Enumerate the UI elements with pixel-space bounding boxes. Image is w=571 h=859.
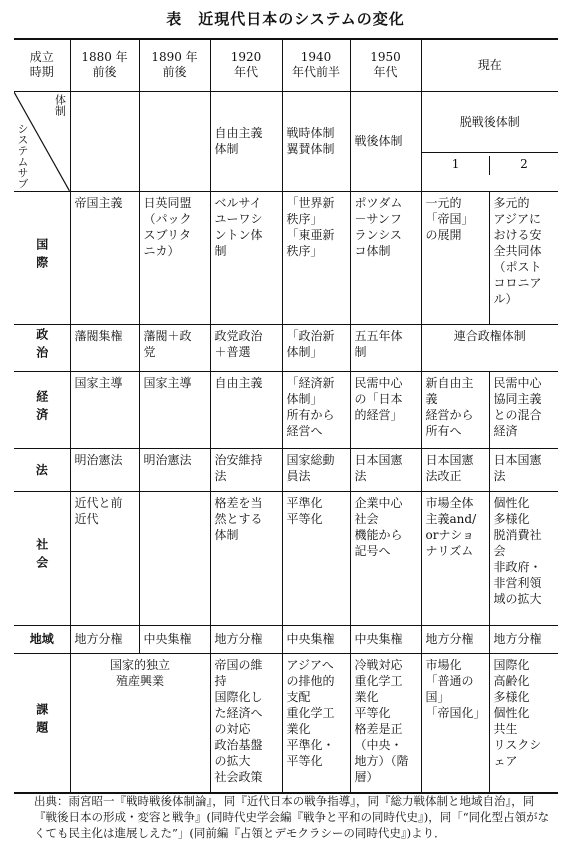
table-cell: 「世界新 秩序」 「東亜新 秩序」 — [282, 191, 350, 324]
system-cell-1880 — [70, 91, 139, 191]
row-label-law: 法 — [14, 448, 70, 491]
header-period-1940: 1940 年代前半 — [282, 39, 350, 91]
system-cell-1920: 自由主義 体制 — [210, 91, 282, 191]
row-international — [14, 191, 558, 324]
table-cell: 藩閥＋政 党 — [139, 324, 210, 371]
header-period-current: 現在 — [421, 39, 558, 91]
table-cell: 地方分権 — [70, 625, 139, 653]
header-period-1950: 1950 年代 — [350, 39, 421, 91]
table-cell: アジアへ の排他的 支配 重化学工 業化 平準化・ 平等化 — [282, 653, 350, 793]
table-cell: 日本国憲 法 — [350, 448, 421, 491]
row-challenges — [14, 653, 558, 793]
system-row — [14, 91, 558, 191]
table-cell: 市場化 「普通の 国」 「帝国化」 — [421, 653, 489, 793]
row-region — [14, 625, 558, 653]
table-cell: 平準化 平等化 — [282, 491, 350, 625]
table-cell: 帝国の維 持 国際化し た経済へ の対応 政治基盤 の拡大 社会政策 — [210, 653, 282, 793]
table-cell: 地方分権 — [210, 625, 282, 653]
table-cell: 新自由主 義 経営から 所有へ — [421, 371, 489, 448]
system-change-table — [14, 38, 558, 794]
table-cell — [139, 491, 210, 625]
header-corner: 成立 時期 — [14, 39, 70, 91]
header-row — [14, 39, 558, 91]
current-system-label: 脱戦後体制 — [459, 114, 520, 129]
system-cell-1940: 戦時体制 翼賛体制 — [282, 91, 350, 191]
table-cell: 近代と前 近代 — [70, 491, 139, 625]
table-cell: 国際化 高齢化 多様化 個性化 共生 リスクシ ェア — [489, 653, 558, 793]
table-cell: 「政治新 体制」 — [282, 324, 350, 371]
row-politics — [14, 324, 558, 371]
table-title: 表 近現代日本のシステムの変化 — [166, 10, 405, 28]
table-cell: 国家主導 — [70, 371, 139, 448]
table-cell: 多元的 アジアに おける安 全共同体 （ポスト コロニア ル） — [489, 191, 558, 324]
table-cell: 一元的 「帝国」 の展開 — [421, 191, 489, 324]
table-cell: 地方分権 — [489, 625, 558, 653]
row-label-international: 国際 — [14, 191, 70, 324]
table-cell: 冷戦対応 重化学工 業化 平等化 格差是正 （中央・ 地方）（階 層） — [350, 653, 421, 793]
table-cell: 日本国憲 法 — [489, 448, 558, 491]
table-cell: 明治憲法 — [70, 448, 139, 491]
header-period-1880: 1880 年 前後 — [70, 39, 139, 91]
table-cell: 治安維持 法 — [210, 448, 282, 491]
row-economy — [14, 371, 558, 448]
table-cell: 民需中心 の「日本 的経営」 — [350, 371, 421, 448]
table-cell: 明治憲法 — [139, 448, 210, 491]
table-cell: 中央集権 — [139, 625, 210, 653]
system-cell-1890 — [139, 91, 210, 191]
table-cell: 中央集権 — [282, 625, 350, 653]
current-sub-2: 2 — [489, 156, 558, 175]
row-label-politics: 政治 — [14, 324, 70, 371]
header-period-1890: 1890 年 前後 — [139, 39, 210, 91]
row-label-region: 地域 — [14, 625, 70, 653]
table-cell: 連合政権体制 — [421, 324, 558, 371]
current-sub-1: 1 — [451, 156, 460, 171]
table-cell: 政党政治 ＋普選 — [210, 324, 282, 371]
table-cell: 五五年体 制 — [350, 324, 421, 371]
table-cell: 格差を当 然とする 体制 — [210, 491, 282, 625]
table-cell: 国家主導 — [139, 371, 210, 448]
row-label-economy: 経済 — [14, 371, 70, 448]
table-cell: 企業中心 社会 機能から 記号へ — [350, 491, 421, 625]
table-cell: 地方分権 — [421, 625, 489, 653]
diagonal-top-label: 体制 — [53, 93, 67, 116]
table-cell: ポツダム －サンフ ランシス コ体制 — [350, 191, 421, 324]
table-cell: 帝国主義 — [70, 191, 139, 324]
table-cell: 国家総動 員法 — [282, 448, 350, 491]
table-cell: 日本国憲 法改正 — [421, 448, 489, 491]
system-cell-1950: 戦後体制 — [350, 91, 421, 191]
table-cell: 中央集権 — [350, 625, 421, 653]
table-cell: 市場全体 主義and/ orナショ ナリズム — [421, 491, 489, 625]
table-cell: 個性化 多様化 脱消費社 会 非政府・ 非営利領 域の拡大 — [489, 491, 558, 625]
diagonal-corner-cell — [14, 91, 70, 191]
table-cell: 日英同盟 （パック スブリタ ニカ） — [139, 191, 210, 324]
row-society — [14, 491, 558, 625]
diagonal-bottom-label: システムサブ — [16, 122, 29, 189]
source-note: 出典：雨宮昭一『戦時戦後体制論』，同『近代日本の戦争指導』，同『総力戦体制と地域自治』，同『戦後日本の形成・変容と戦争』(同時代史学会編『戦争と平和の同時代史』)，同「“同化型占領がなくても民主化は進展しえた”」(同前編『占領とデモクラシーの同時代史』)より． — [34, 794, 550, 840]
current-sub-columns — [422, 152, 559, 175]
table-cell: ベルサイ ユーワシ ントン体 制 — [210, 191, 282, 324]
row-label-society: 社会 — [14, 491, 70, 625]
table-cell: 藩閥集権 — [70, 324, 139, 371]
row-label-challenges: 課題 — [14, 653, 70, 793]
table-cell: 「経済新 体制」 所有から 経営へ — [282, 371, 350, 448]
table-cell: 自由主義 — [210, 371, 282, 448]
row-law — [14, 448, 558, 491]
table-cell: 民需中心 協同主義 との混合 経済 — [489, 371, 558, 448]
header-period-1920: 1920 年代 — [210, 39, 282, 91]
table-cell-merged: 国家的独立 殖産興業 — [70, 653, 210, 793]
system-cell-current — [421, 91, 558, 191]
